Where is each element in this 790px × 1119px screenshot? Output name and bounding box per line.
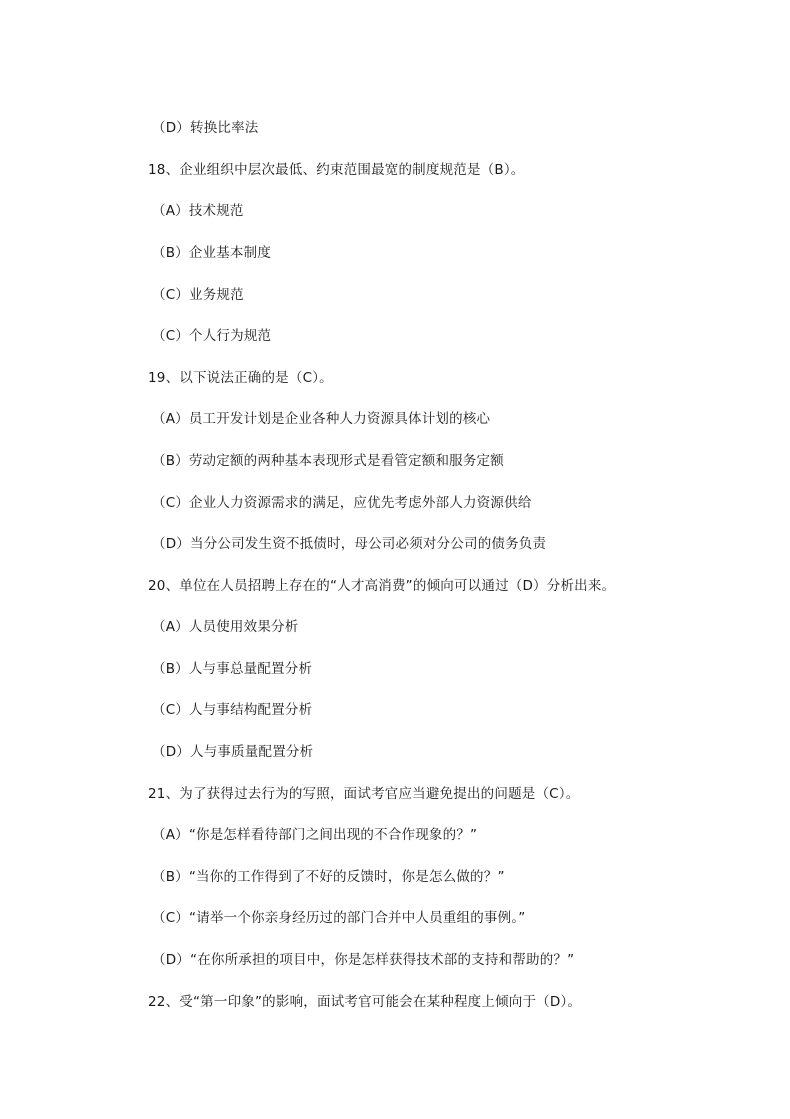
option-21-d: （D）“在你所承担的项目中，你是怎样获得技术部的支持和帮助的？” [152, 952, 575, 968]
question-22: 22、受“第一印象”的影响，面试考官可能会在某种程度上倾向于（D）。 [148, 994, 582, 1010]
option-21-a: （A）“你是怎样看待部门之间出现的不合作现象的？” [152, 827, 478, 843]
question-18: 18、企业组织中层次最低、约束范围最宽的制度规范是（B）。 [148, 162, 525, 178]
option-18-d: （C）个人行为规范 [152, 328, 272, 344]
option-18-a: （A）技术规范 [152, 203, 244, 219]
option-19-c: （C）企业人力资源需求的满足，应优先考虑外部人力资源供给 [152, 495, 532, 511]
option-20-b: （B）人与事总量配置分析 [152, 661, 313, 677]
option-19-a: （A）员工开发计划是企业各种人力资源具体计划的核心 [152, 411, 491, 427]
option-19-b: （B）劳动定额的两种基本表现形式是看管定额和服务定额 [152, 453, 504, 469]
question-19: 19、以下说法正确的是（C）。 [148, 370, 333, 386]
option-17-d: （D）转换比率法 [152, 120, 259, 136]
question-20: 20、单位在人员招聘上存在的“人才高消费”的倾向可以通过（D）分析出来。 [148, 578, 616, 594]
option-18-c: （C）业务规范 [152, 287, 244, 303]
option-20-c: （C）人与事结构配置分析 [152, 702, 313, 718]
option-21-b: （B）“当你的工作得到了不好的反馈时，你是怎么做的？” [152, 869, 505, 885]
option-21-c: （C）“请举一个你亲身经历过的部门合并中人员重组的事例。” [152, 910, 526, 926]
option-20-a: （A）人员使用效果分析 [152, 619, 299, 635]
option-19-d: （D）当分公司发生资不抵债时，母公司必须对分公司的债务负责 [152, 536, 547, 552]
option-20-d: （D）人与事质量配置分析 [152, 744, 314, 760]
question-21: 21、为了获得过去行为的写照，面试考官应当避免提出的问题是（C）。 [148, 786, 580, 802]
option-18-b: （B）企业基本制度 [152, 245, 272, 261]
